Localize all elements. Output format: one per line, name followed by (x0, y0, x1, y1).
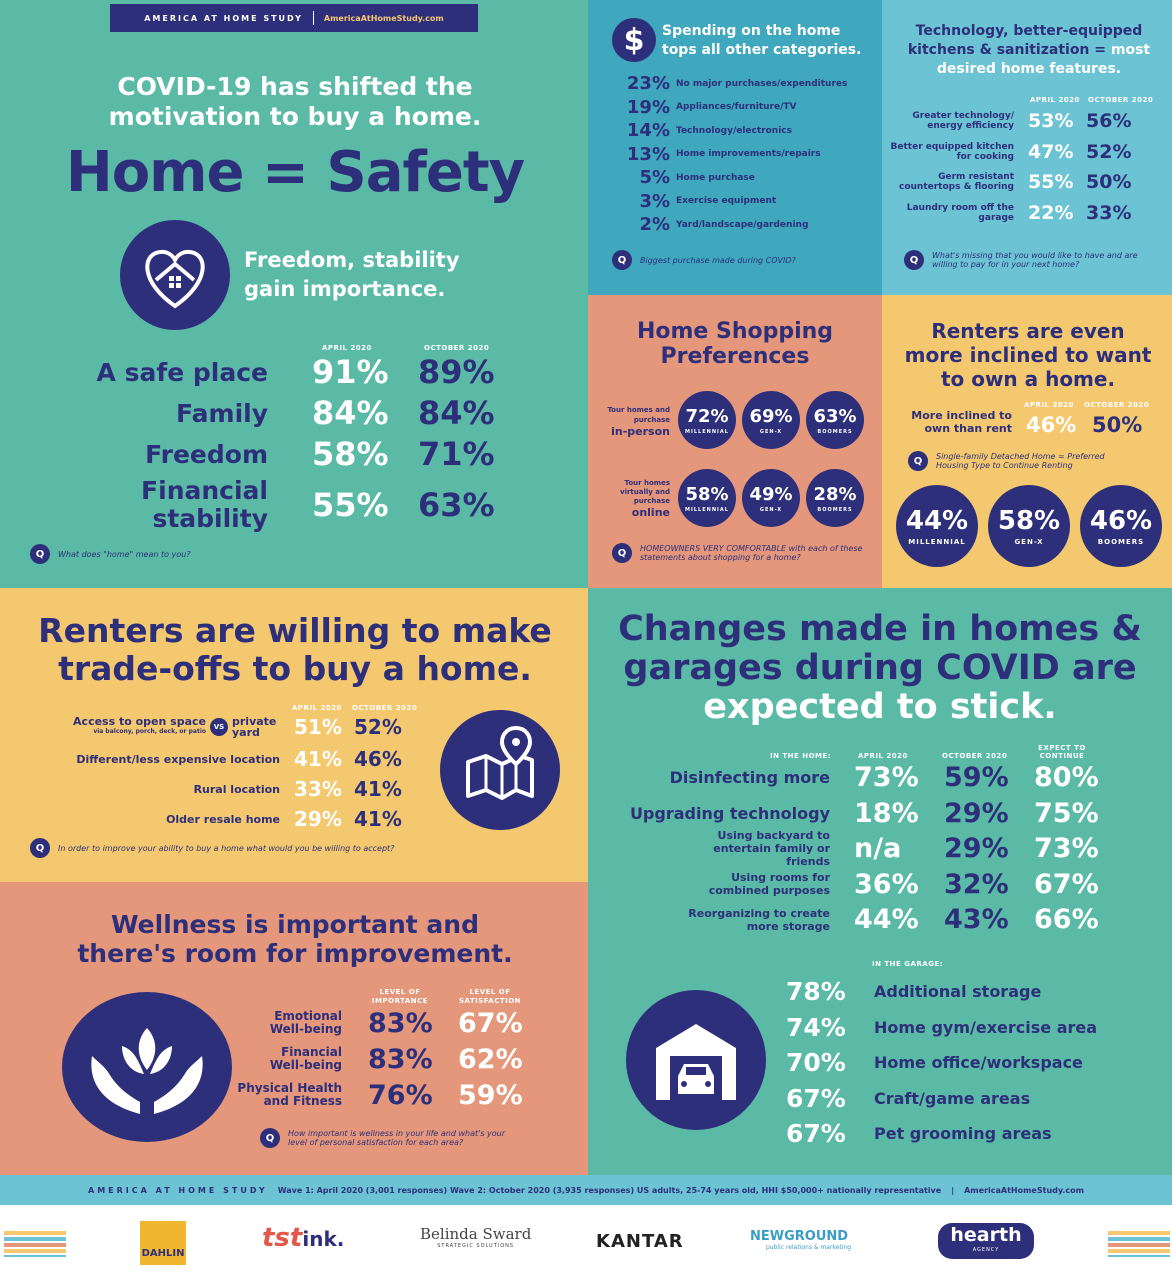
safety-row-october: 89% (418, 353, 495, 391)
wellness-row-label: Physical Health and Fitness (237, 1081, 342, 1108)
tech-title-a: Technology, better-equipped kitchens & sanitization = (907, 23, 1143, 58)
logo-hearth-name: hearth (950, 1224, 1022, 1246)
shopping-question-text: HOMEOWNERS VERY COMFORTABLE with each of these statements about shopping for a home? (640, 544, 863, 562)
spending-item-pct: 19% (626, 96, 670, 118)
wellness-row (236, 1006, 548, 1040)
changes-col-in-home: IN THE HOME: (770, 752, 832, 760)
changes-row-expect: 66% (1034, 904, 1099, 936)
changes-row-label: Upgrading technology (629, 803, 830, 823)
shopping-circle-pct: 69% (749, 405, 793, 427)
garage-item (786, 1010, 1156, 1046)
stripes-left (4, 1231, 66, 1257)
spending-item (618, 166, 878, 190)
changes-row-april: 44% (854, 904, 919, 936)
tech-col-october: OCTOBER 2020 (1088, 96, 1154, 104)
tradeoffs-panel (0, 588, 588, 882)
safety-row-label: Financial stability (141, 476, 268, 533)
shopping-circle (678, 391, 736, 449)
spending-item-label: Technology/electronics (676, 125, 792, 136)
renters-own-col-april: APRIL 2020 (1024, 401, 1074, 409)
renters-own-question (908, 451, 1128, 471)
wellness-row (236, 1078, 548, 1112)
tech-panel (882, 0, 1172, 295)
spending-item (618, 119, 878, 143)
changes-row (588, 831, 1172, 867)
shopping-circle-pct: 58% (685, 483, 729, 505)
footer-bar (0, 1175, 1172, 1205)
garage-item (786, 974, 1156, 1010)
logo-tst-ink (262, 1223, 344, 1253)
footer-divider: | (951, 1185, 955, 1195)
spending-item-pct: 2% (639, 214, 670, 236)
question-icon: Q (904, 250, 924, 270)
question-icon: Q (908, 451, 928, 471)
wellness-row-satisfaction: 59% (458, 1079, 523, 1111)
safety-row-label: Family (176, 398, 268, 428)
logo-belinda (420, 1225, 531, 1249)
changes-row-april: 18% (854, 797, 919, 829)
garage-item-pct: 70% (786, 1048, 846, 1078)
tradeoffs-first-label (56, 717, 206, 737)
garage-item-label: Pet grooming areas (874, 1124, 1052, 1144)
tradeoffs-row-label: Older resale home (166, 812, 280, 826)
tradeoffs-row-april: 51% (294, 715, 342, 739)
tech-row-label: Germ resistant countertops & flooring (899, 172, 1014, 193)
changes-row-october: 29% (944, 833, 1009, 865)
garage-item-label: Craft/game areas (874, 1088, 1031, 1108)
tech-row-label: Greater technology/ energy efficiency (912, 111, 1014, 132)
changes-col-october: OCTOBER 2020 (942, 752, 1008, 760)
changes-title-b: expected to stick. (703, 687, 1057, 727)
tradeoffs-col-october: OCTOBER 2020 (352, 704, 418, 712)
spending-list (618, 72, 878, 237)
tech-row (890, 137, 1170, 168)
header-url[interactable]: AmericaAtHomeStudy.com (323, 13, 444, 23)
question-icon: Q (260, 1128, 280, 1148)
renters-own-april: 46% (1026, 413, 1077, 437)
shopping-circle-gen: MILLENNIAL (685, 506, 729, 513)
spending-title: Spending on the home tops all other categories. (662, 23, 862, 58)
tech-question (904, 250, 1164, 270)
footer-url[interactable]: AmericaAtHomeStudy.com (964, 1185, 1084, 1195)
logo-newground-sub: public relations & marketing (766, 1244, 852, 1251)
wellness-row-satisfaction: 62% (458, 1043, 523, 1075)
spending-panel (588, 0, 882, 295)
safety-row-label: A safe place (96, 357, 268, 387)
tech-col-april: APRIL 2020 (1030, 96, 1080, 104)
logo-newground (750, 1229, 851, 1251)
garage-item-label: Home gym/exercise area (874, 1017, 1098, 1037)
shopping-question (612, 543, 874, 563)
changes-rows (588, 760, 1172, 938)
garage-item-pct: 67% (786, 1119, 846, 1149)
tech-row-april: 22% (1028, 201, 1074, 224)
question-icon: Q (612, 543, 632, 563)
garage-car-icon (626, 990, 766, 1130)
tech-row-october: 50% (1086, 171, 1132, 194)
changes-row-october: 29% (944, 797, 1009, 829)
renters-own-label: More inclined to own than rent (911, 409, 1012, 435)
tradeoffs-row-label: Rural location (193, 782, 280, 796)
tech-row-april: 47% (1028, 140, 1074, 163)
spending-item-pct: 23% (626, 73, 670, 95)
wellness-row-label: Financial Well-being (269, 1045, 342, 1072)
tech-row-april: 55% (1028, 171, 1074, 194)
spending-item-label: No major purchases/expenditures (676, 78, 848, 89)
tech-title-b: most desired home features. (936, 42, 1151, 77)
changes-row-april: 36% (854, 868, 919, 900)
changes-row-label: Using backyard to entertain family or friends (713, 829, 830, 869)
renters-own-circle (1080, 485, 1162, 567)
shopping-circle-pct: 28% (813, 483, 857, 505)
header-bar (110, 4, 478, 32)
shopping-circle (806, 469, 864, 527)
shopping-circle-gen: BOOMERS (817, 506, 853, 513)
safety-row-october: 63% (418, 486, 495, 524)
spending-item-label: Home purchase (676, 172, 755, 183)
tradeoffs-title: Renters are willing to make trade-offs to buy a home. (38, 611, 552, 688)
tech-row-label: Better equipped kitchen for cooking (890, 141, 1014, 162)
safety-row-october: 71% (418, 435, 495, 473)
shopping-circle-pct: 63% (813, 405, 857, 427)
safety-question-text: What does "home" mean to you? (58, 549, 191, 559)
tech-row-april: 53% (1028, 110, 1074, 133)
safety-question (30, 544, 191, 564)
changes-row-expect: 80% (1034, 762, 1099, 794)
garage-item-label: Home office/workspace (874, 1053, 1083, 1073)
garage-item (786, 1116, 1156, 1152)
tradeoffs-row-april: 41% (294, 747, 342, 771)
logo-kantar: KANTAR (596, 1231, 684, 1252)
safety-row-october: 84% (418, 394, 495, 432)
tech-question-text: What's missing that you would like to have and are willing to pay for in your next home? (932, 251, 1138, 269)
tradeoffs-row-april: 33% (294, 777, 342, 801)
renters-own-circle-pct: 46% (1089, 506, 1153, 536)
safety-panel (0, 0, 588, 588)
spending-item (618, 190, 878, 214)
changes-col-expect: EXPECT TO CONTINUE (1038, 744, 1086, 760)
renters-own-circle-gen: MILLENNIAL (908, 538, 966, 546)
logo-hearth-sub: AGENCY (972, 1247, 1000, 1253)
shopping-circle (678, 469, 736, 527)
heart-home-icon (120, 220, 230, 330)
changes-row (588, 796, 1172, 832)
question-icon: Q (30, 544, 50, 564)
wellness-col-satisfaction: LEVEL OF SATISFACTION (458, 988, 522, 1005)
garage-item-pct: 67% (786, 1083, 846, 1113)
dollar-icon: $ (612, 18, 656, 62)
logo-hearth (938, 1223, 1034, 1259)
spending-item-pct: 14% (626, 120, 670, 142)
renters-own-question-text: Single-family Detached Home = Preferred Housing Type to Continue Renting (936, 452, 1105, 470)
shopping-circle (742, 391, 800, 449)
logo-newground-name: NEWGROUND (750, 1229, 849, 1244)
wellness-col-importance: LEVEL OF IMPORTANCE (371, 988, 429, 1005)
safety-row (60, 393, 518, 433)
logo-dahlin: DAHLIN (140, 1221, 186, 1265)
safety-row-april: 55% (312, 486, 389, 524)
wellness-panel (0, 882, 588, 1175)
tradeoffs-row-october: 46% (354, 747, 402, 771)
tech-row (890, 198, 1170, 229)
spending-item (618, 143, 878, 167)
renters-own-circle-gen: GEN-X (1014, 538, 1044, 546)
changes-row-october: 59% (944, 762, 1009, 794)
changes-title (608, 610, 1152, 727)
map-pin-icon (440, 710, 560, 830)
tradeoffs-first-right: private yard (232, 715, 277, 739)
wellness-row-importance: 83% (368, 1007, 433, 1039)
wellness-row-satisfaction: 67% (458, 1007, 523, 1039)
spending-question (612, 250, 796, 270)
shopping-circle-pct: 72% (685, 405, 729, 427)
shopping-row1-label (594, 405, 670, 437)
changes-row (588, 760, 1172, 796)
safety-row (60, 434, 518, 474)
tradeoffs-row (56, 804, 414, 834)
renters-own-circle-pct: 44% (905, 506, 969, 536)
garage-item-label: Additional storage (874, 982, 1042, 1002)
tech-row (890, 106, 1170, 137)
safety-row-april: 84% (312, 394, 389, 432)
changes-row-april: 73% (854, 762, 919, 794)
garage-item (786, 1081, 1156, 1117)
tradeoffs-row (56, 744, 414, 774)
garage-item-pct: 74% (786, 1012, 846, 1042)
safety-row-april: 91% (312, 353, 389, 391)
safety-col-april: APRIL 2020 (322, 344, 372, 352)
changes-row-expect: 67% (1034, 868, 1099, 900)
changes-row-label: Disinfecting more (669, 768, 830, 788)
shopping-circle-gen: GEN-X (759, 506, 783, 513)
tradeoffs-row-october: 41% (354, 807, 402, 831)
tradeoffs-question-text: In order to improve your ability to buy a home what would you be willing to accept? (58, 843, 395, 853)
question-icon: Q (612, 250, 632, 270)
safety-row-april: 58% (312, 435, 389, 473)
spending-item-label: Exercise equipment (676, 196, 777, 207)
spending-item-pct: 5% (639, 167, 670, 189)
vs-badge: VS (210, 718, 228, 736)
tradeoffs-col-april: APRIL 2020 (292, 704, 342, 712)
spending-item-label: Appliances/furniture/TV (676, 102, 797, 113)
tech-row (890, 167, 1170, 198)
renters-own-october: 50% (1092, 413, 1143, 437)
wellness-question (260, 1128, 510, 1148)
wellness-row-label: Emotional Well-being (269, 1009, 342, 1036)
renters-own-panel (882, 295, 1172, 588)
changes-row-label: Reorganizing to create more storage (688, 906, 830, 933)
shopping-row2-label-small: Tour homes virtually and purchase (620, 479, 670, 505)
wellness-row-importance: 83% (368, 1043, 433, 1075)
garage-item-pct: 78% (786, 977, 846, 1007)
changes-title-a: Changes made in homes & garages during COVID are (618, 609, 1142, 688)
wellness-row (236, 1042, 548, 1076)
tradeoffs-question (30, 838, 394, 858)
renters-own-col-october: OCTOBER 2020 (1084, 401, 1150, 409)
shopping-circle-gen: BOOMERS (817, 428, 853, 435)
renters-own-circle-pct: 58% (997, 506, 1061, 536)
logo-belinda-name: Belinda Sward (420, 1225, 532, 1243)
changes-row (588, 867, 1172, 903)
safety-col-october: OCTOBER 2020 (424, 344, 490, 352)
tradeoffs-first-label-main: Access to open space (73, 715, 206, 728)
spending-item-pct: 3% (639, 190, 670, 212)
spending-item-pct: 13% (626, 143, 670, 165)
renters-own-circle (988, 485, 1070, 567)
safety-subtitle: COVID-19 has shifted the motivation to buy a home. (108, 72, 482, 131)
safety-row (60, 352, 518, 392)
spending-item (618, 213, 878, 237)
tech-title (896, 22, 1162, 79)
changes-row (588, 902, 1172, 938)
changes-row-april: n/a (854, 833, 902, 865)
logo-belinda-sub: STRATEGIC SOLUTIONS (437, 1243, 515, 1249)
spending-question-text: Biggest purchase made during COVID? (640, 255, 796, 265)
shopping-circle (742, 469, 800, 527)
spending-item-label: Yard/landscape/gardening (676, 219, 809, 230)
shopping-title: Home Shopping Preferences (636, 319, 834, 369)
shopping-row1-label-big: in-person (611, 425, 670, 438)
wellness-row-importance: 76% (368, 1079, 433, 1111)
tradeoffs-row-label: Different/less expensive location (76, 752, 280, 766)
footer-text: Wave 1: April 2020 (3,001 responses) Wave 2: October 2020 (3,935 responses) US adults, 25-74 years old, HHI $50,000+ nationally representative (277, 1185, 942, 1195)
logo-strip (0, 1205, 1172, 1280)
spending-item-label: Home improvements/repairs (676, 149, 821, 160)
header-divider (313, 11, 314, 25)
tradeoffs-first-label-sub: via balcony, porch, deck, or patio (93, 728, 206, 735)
shopping-panel (588, 295, 882, 588)
tradeoffs-row-october: 41% (354, 777, 402, 801)
shopping-circle-gen: MILLENNIAL (685, 428, 729, 435)
shopping-row2-label-big: online (631, 506, 670, 519)
renters-own-circle (896, 485, 978, 567)
tech-row-october: 56% (1086, 110, 1132, 133)
garage-list (786, 974, 1156, 1152)
renters-own-title: Renters are even more inclined to want to own a home. (904, 319, 1152, 391)
shopping-row2-label (594, 479, 670, 517)
logo-ink: ink. (302, 1227, 345, 1251)
safety-row-label: Freedom (145, 439, 268, 469)
changes-row-october: 43% (944, 904, 1009, 936)
changes-col-april: APRIL 2020 (858, 752, 908, 760)
tradeoffs-row (56, 774, 414, 804)
tech-row-october: 52% (1086, 140, 1132, 163)
renters-own-circle-gen: BOOMERS (1097, 538, 1145, 546)
changes-row-october: 32% (944, 868, 1009, 900)
stripes-right (1108, 1231, 1170, 1257)
shopping-circle-gen: GEN-X (759, 428, 783, 435)
safety-tagline: Freedom, stability gain importance. (244, 248, 460, 301)
tradeoffs-row (56, 712, 414, 742)
header-brand: AMERICA AT HOME STUDY (144, 13, 303, 23)
question-icon: Q (30, 838, 50, 858)
spending-item (618, 72, 878, 96)
tradeoffs-row-april: 29% (294, 807, 342, 831)
tradeoffs-row-october: 52% (354, 715, 402, 739)
wellness-title: Wellness is important and there's room for improvement. (77, 910, 513, 968)
tech-row-october: 33% (1086, 201, 1132, 224)
tech-rows (890, 106, 1170, 228)
safety-row (60, 476, 518, 534)
shopping-circle (806, 391, 864, 449)
changes-row-expect: 73% (1034, 833, 1099, 865)
shopping-row1-label-small: Tour homes and purchase (607, 406, 670, 424)
safety-title: Home = Safety (65, 140, 525, 205)
spending-item (618, 96, 878, 120)
garage-item (786, 1045, 1156, 1081)
logo-tst: tst (262, 1223, 303, 1253)
lotus-hands-icon (62, 992, 232, 1142)
wellness-question-text: How important is wellness in your life and what's your level of personal satisfaction for each area? (288, 1129, 506, 1147)
footer-brand: AMERICA AT HOME STUDY (88, 1185, 268, 1195)
changes-panel (588, 588, 1172, 1175)
garage-head: IN THE GARAGE: (872, 960, 944, 968)
shopping-circle-pct: 49% (749, 483, 793, 505)
changes-row-label: Using rooms for combined purposes (708, 871, 830, 898)
changes-row-expect: 75% (1034, 797, 1099, 829)
tech-row-label: Laundry room off the garage (906, 202, 1014, 223)
